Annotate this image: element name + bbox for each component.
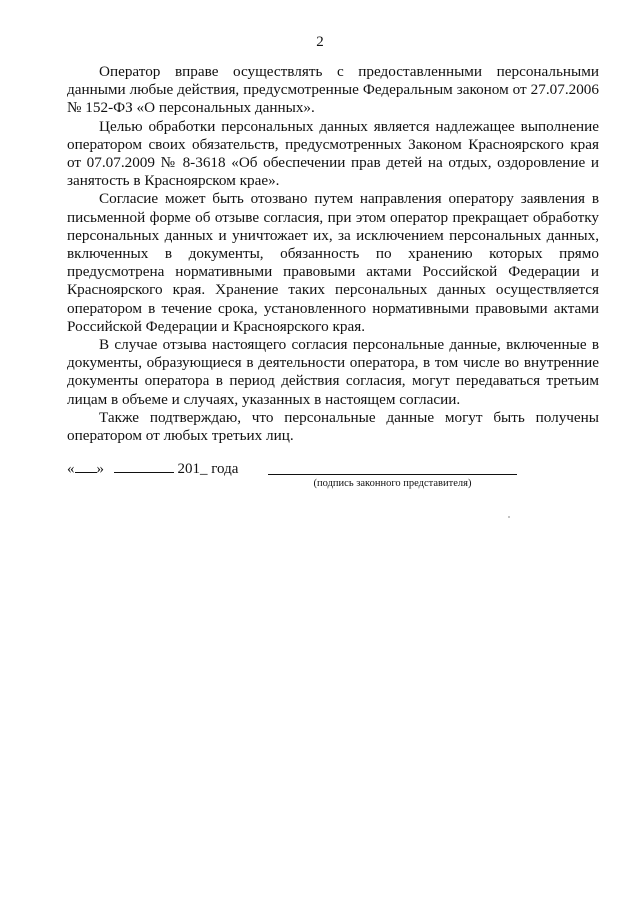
date-close-quote: » [96, 461, 104, 477]
paragraph-consent-withdrawal: Согласие может быть отозвано путем направления оператору заявления в письменной форме об отзыве согласия, при этом оператор прекращает обработку персональных данных и уничтожает их, за исключением персональных данных, включенных в документы, обязанность по хранению которых прямо предусмотрена нормативными правовыми актами Российской Федерации и Красноярского края. Хранение таких персональных данных осуществляется оператором в течение срока, установленного нормативными правовыми актами Российской Федерации и Красноярского края. [67, 190, 599, 335]
year-suffix: _ года [200, 461, 239, 477]
paragraph-withdrawal-consequences: В случае отзыва настоящего согласия персональные данные, включенные в документы, образующиеся в деятельности оператора, в том числе во внутренние документы оператора в период действия согласия, могут передаваться третьим лицам в объеме и случаях, указанных в настоящем согласии. [67, 336, 599, 408]
signature-line [268, 474, 517, 475]
day-blank [75, 458, 97, 473]
paragraph-third-party-data: Также подтверждаю, что персональные данные могут быть получены оператором от любых третьих лиц. [67, 408, 599, 445]
date-open-quote: « [67, 461, 75, 477]
document-body [67, 63, 599, 445]
paragraph-operator-rights: Оператор вправе осуществлять с предоставленными персональными данными любые действия, предусмотренные Федеральным законом от 27.07.2006 № 152-ФЗ «О персональных данных». [67, 63, 599, 117]
signature-caption: (подпись законного представителя) [313, 478, 472, 489]
paragraph-processing-purpose: Целью обработки персональных данных является надлежащее выполнение оператором своих обязательств, предусмотренных Законом Красноярского края от 07.07.2009 № 8-3618 «Об обеспечении прав детей на отдых, оздоровление и занятость в Красноярском крае». [67, 117, 599, 190]
month-blank [114, 458, 174, 473]
scan-speck [508, 516, 510, 518]
signature-date-row [67, 458, 238, 478]
year-prefix: 201 [177, 461, 200, 477]
page-number: 2 [316, 34, 324, 50]
